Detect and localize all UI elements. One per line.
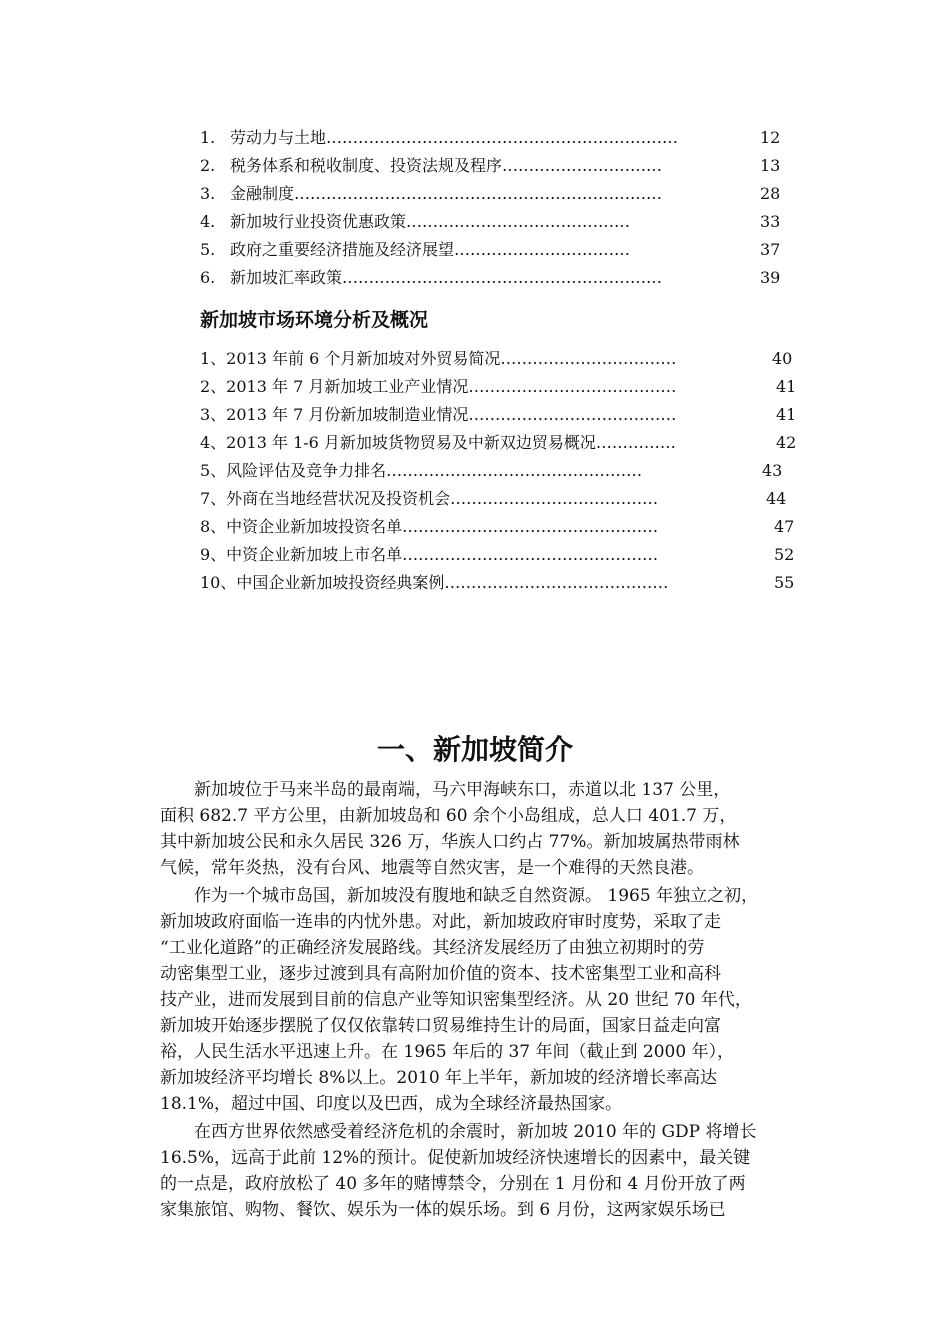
toc-item[interactable]: 5. 政府之重要经济措施及经济展望…………………………… 37 — [200, 240, 781, 259]
toc-item[interactable]: 4. 新加坡行业投资优惠政策…………………………………… 33 — [200, 212, 781, 231]
text-line: 18.1%，超过中国、印度以及巴西，成为全球经济最热国家。 — [160, 1094, 623, 1114]
text-line: 新加坡政府面临一连串的内忧外患。对此，新加坡政府审时度势，采取了走 — [160, 912, 721, 932]
toc-item[interactable]: 10、中国企业新加坡投资经典案例…………………………………… 55 — [200, 573, 795, 592]
text-line: 技产业，进而发展到目前的信息产业等知识密集型经济。从 20 世纪 70 年代， — [160, 990, 752, 1010]
toc-item[interactable]: 3. 金融制度…………………………………………………………… 28 — [200, 184, 781, 203]
toc-item[interactable]: 2、2013 年 7 月新加坡工业产业情况………………………………… 41 — [200, 377, 797, 396]
text-line: 其中新加坡公民和永久居民 326 万，华族人口约占 77%。新加坡属热带雨林 — [160, 832, 740, 852]
text-line: 新加坡开始逐步摆脱了仅仅依靠转口贸易维持生计的局面，国家日益走向富 — [160, 1016, 721, 1036]
toc-item[interactable]: 5、风险评估及竞争力排名………………………………………… 43 — [200, 461, 783, 480]
text-line: 动密集型工业，逐步过渡到具有高附加价值的资本、技术密集型工业和高科 — [160, 964, 721, 984]
text-line: 16.5%，远高于此前 12%的预计。促使新加坡经济快速增长的因素中，最关键 — [160, 1148, 751, 1168]
toc-item[interactable]: 4、2013 年 1-6 月新加坡货物贸易及中新双边贸易概况…………… 42 — [200, 433, 797, 452]
text-line: 新加坡位于马来半岛的最南端，马六甲海峡东口，赤道以北 137 公里， — [160, 780, 731, 800]
text-line: 作为一个城市岛国，新加坡没有腹地和缺乏自然资源。 1965 年独立之初， — [160, 886, 759, 906]
text-line: 裕，人民生活水平迅速上升。在 1965 年后的 37 年间（截止到 2000 年）， — [160, 1042, 735, 1062]
text-line: 家集旅馆、购物、餐饮、娱乐为一体的娱乐场。到 6 月份，这两家娱乐场已 — [160, 1200, 726, 1220]
text-line: 的一点是，政府放松了 40 多年的赌博禁令，分别在 1 月份和 4 月份开放了两 — [160, 1174, 746, 1194]
toc-item[interactable]: 8、中资企业新加坡投资名单………………………………………… 47 — [200, 517, 795, 536]
toc-item[interactable]: 6. 新加坡汇率政策…………………………………………………… 39 — [200, 268, 781, 287]
toc-item[interactable]: 1. 劳动力与土地………………………………………………………… 12 — [200, 128, 781, 147]
toc-item[interactable]: 7、外商在当地经营状况及投资机会………………………………… 44 — [200, 489, 787, 508]
toc-item[interactable]: 3、2013 年 7 月份新加坡制造业情况………………………………… 41 — [200, 405, 797, 424]
text-line: 面积 682.7 平方公里，由新加坡岛和 60 余个小岛组成，总人口 401.7 万， — [160, 806, 737, 826]
text-line: 气候，常年炎热，没有台风、地震等自然灾害，是一个难得的天然良港。 — [160, 858, 704, 878]
text-line: 在西方世界依然感受着经济危机的余震时，新加坡 2010 年的 GDP 将增长 — [160, 1122, 757, 1142]
toc-section-title: 新加坡市场环境分析及概况 — [200, 309, 429, 331]
toc-item[interactable]: 9、中资企业新加坡上市名单………………………………………… 52 — [200, 545, 795, 564]
text-line: 新加坡经济平均增长 8%以上。2010 年上半年，新加坡的经济增长率高达 — [160, 1068, 718, 1088]
toc-item[interactable]: 1、2013 年前 6 个月新加坡对外贸易简况…………………………… 40 — [200, 349, 793, 368]
toc-item[interactable]: 2. 税务体系和税收制度、投资法规及程序………………………… 13 — [200, 156, 781, 175]
page-title: 一、新加坡简介 — [376, 733, 573, 766]
text-line: “工业化道路”的正确经济发展路线。其经济发展经历了由独立初期时的劳 — [160, 938, 705, 958]
